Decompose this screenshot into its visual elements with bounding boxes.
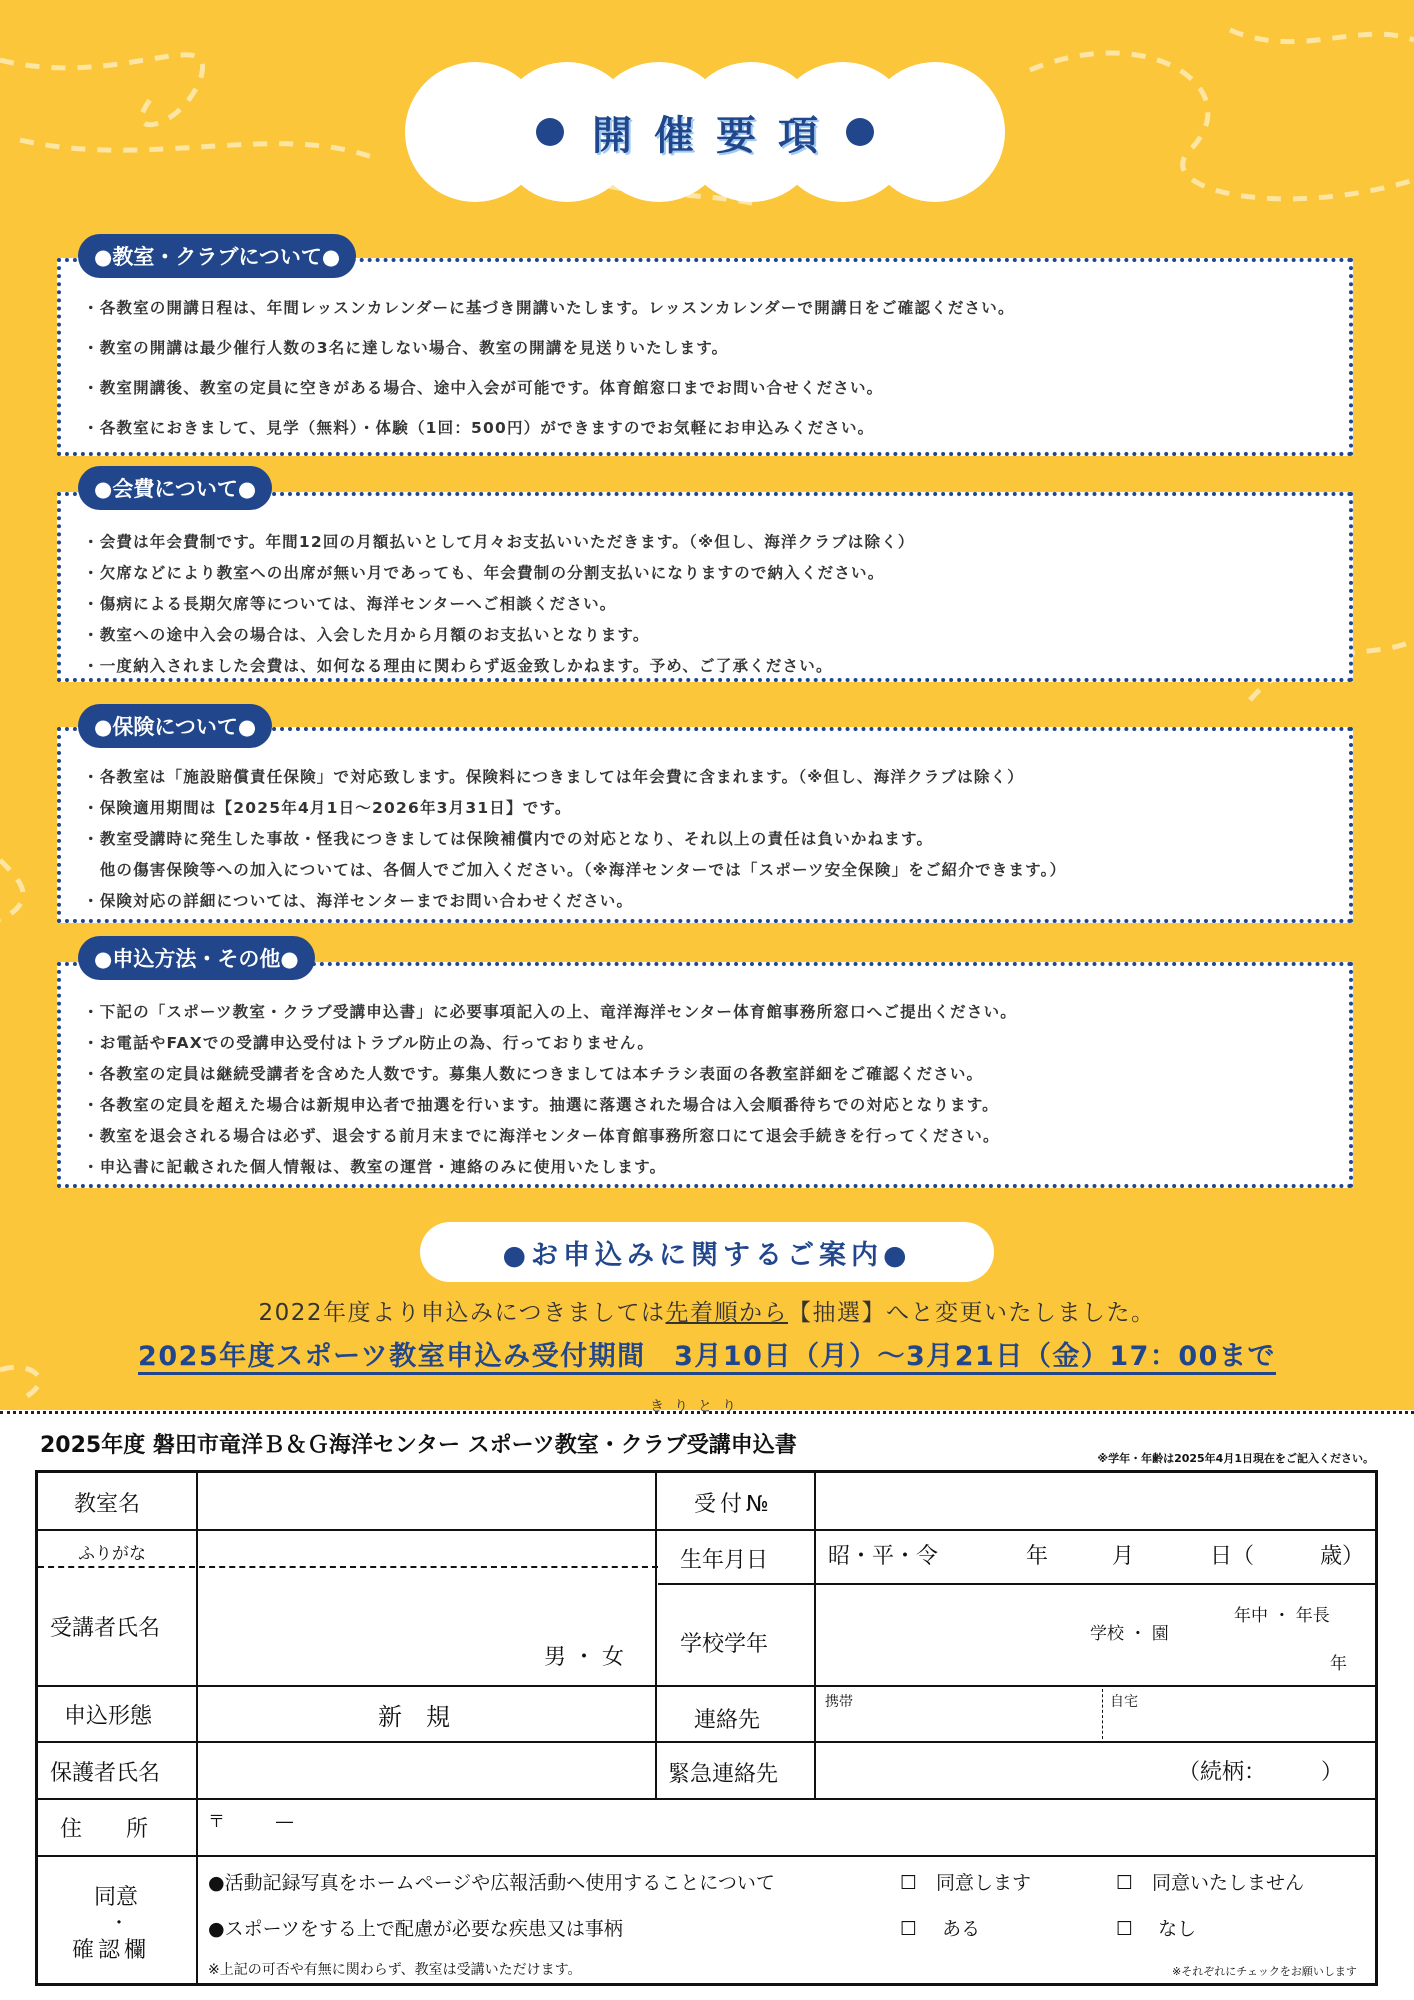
section-line: ・教室を退会される場合は必ず、退会する前月末までに海洋センター体育館事務所窓口にて退会手続きを行ってください。 bbox=[83, 1127, 1000, 1145]
consent-health-yes[interactable]: ☐ ある bbox=[900, 1918, 981, 1940]
section-box-application bbox=[57, 962, 1353, 1188]
school-kind: 学校 ・ 園 bbox=[1090, 1624, 1169, 1644]
school-label: 学校学年 bbox=[680, 1632, 769, 1657]
birth-age-unit: 歳） bbox=[1320, 1544, 1365, 1569]
page-title-text: 開催要項 bbox=[592, 112, 840, 159]
consent-question-health: ●スポーツをする上で配慮が必要な疾患又は事柄 bbox=[208, 1918, 623, 1940]
section-line: ・会費は年会費制です。年間12回の月額払いとして月々お支払いいただきます。（※但し、海洋クラブは除く） bbox=[83, 533, 915, 551]
grade-unit: 年 bbox=[1330, 1654, 1347, 1674]
announce-change-note: 2022年度より申込みにつきましては先着順から【抽選】へと変更いたしました。 bbox=[258, 1300, 1156, 1326]
section-line: ・保険対応の詳細については、海洋センターまでお問い合わせください。 bbox=[83, 892, 634, 910]
section-box-fees bbox=[57, 492, 1353, 682]
consent-photo-disagree[interactable]: ☐ 同意いたしません bbox=[1116, 1872, 1305, 1894]
mobile-label: 携帯 bbox=[825, 1694, 853, 1710]
consent-label-1: 同意 bbox=[94, 1885, 139, 1910]
section-label-classroom: ●教室・クラブについて● bbox=[78, 234, 356, 278]
section-line: ・各教室の開講日程は、年間レッスンカレンダーに基づき開講いたします。レッスンカレンダーで開講日をご確認ください。 bbox=[83, 299, 1015, 317]
consent-note: ※上記の可否や有無に関わらず、教室は受講いただけます。 bbox=[208, 1962, 582, 1978]
consent-question-photo: ●活動記録写真をホームページや広報活動へ使用することについて bbox=[208, 1872, 775, 1894]
section-line: ・教室への途中入会の場合は、入会した月から月額のお支払いとなります。 bbox=[83, 626, 650, 644]
section-line: ・教室の開講は最少催行人数の3名に達しない場合、教室の開講を見送りいたします。 bbox=[83, 339, 729, 357]
section-line: ・下記の「スポーツ教室・クラブ受講申込書」に必要事項記入の上、竜洋海洋センター体育館事務所窓口へご提出ください。 bbox=[83, 1003, 1017, 1021]
section-line: ・欠席などにより教室への出席が無い月であっても、年会費制の分割支払いになりますので納入ください。 bbox=[83, 564, 885, 582]
check-note: ※それぞれにチェックをお願いします bbox=[1172, 1965, 1357, 1978]
section-label-application: ●申込方法・その他● bbox=[78, 936, 315, 980]
section-line: ・教室受講時に発生した事故・怪我につきましては保険補償内での対応となり、それ以上の責任は負いかねます。 bbox=[83, 830, 934, 848]
bullet-dot-icon bbox=[846, 118, 874, 146]
section-label-insurance: ●保険について● bbox=[78, 704, 272, 748]
section-line: ・各教室は「施設賠償責任保険」で対応致します。保険料につきましては年会費に含まれます。（※但し、海洋クラブは除く） bbox=[83, 768, 1024, 786]
section-line: ・傷病による長期欠席等については、海洋センターへご相談ください。 bbox=[83, 595, 617, 613]
kinder-options: 年中 ・ 年長 bbox=[1234, 1606, 1330, 1626]
section-line: ・各教室におきまして、見学（無料）・体験（1回：500円）ができますのでお気軽にお申込みください。 bbox=[83, 419, 875, 437]
home-label: 自宅 bbox=[1110, 1694, 1138, 1710]
gender-options: 男 ・ 女 bbox=[544, 1645, 624, 1670]
section-line: ・一度納入されました会費は、如何なる理由に関わらず返金致しかねます。予め、ご了承ください。 bbox=[83, 657, 833, 675]
name-label: 受講者氏名 bbox=[50, 1616, 161, 1641]
section-box-insurance bbox=[57, 727, 1353, 923]
relation-field: （続柄： ） bbox=[1178, 1760, 1344, 1785]
consent-label-2: ・ bbox=[110, 1913, 128, 1934]
section-line: ・各教室の定員は継続受講者を含めた人数です。募集人数につきましては本チラシ表面の各教室詳細をご確認ください。 bbox=[83, 1065, 984, 1083]
form-title: 2025年度 磐田市竜洋Ｂ＆Ｇ海洋センター スポーツ教室・クラブ受講申込書 bbox=[40, 1433, 797, 1458]
section-box-classroom bbox=[57, 258, 1353, 456]
classroom-label: 教室名 bbox=[74, 1492, 141, 1517]
birth-year-unit: 年 bbox=[1026, 1544, 1049, 1569]
reception-no-label: 受付№ bbox=[694, 1492, 773, 1517]
birth-day-unit: 日（ bbox=[1210, 1544, 1255, 1569]
consent-label-3: 確認欄 bbox=[72, 1938, 151, 1963]
apply-type-value: 新 規 bbox=[378, 1703, 450, 1731]
application-form bbox=[35, 1470, 1378, 1986]
cut-label: きりとり bbox=[650, 1399, 746, 1415]
birth-era: 昭・平・令 bbox=[828, 1544, 939, 1569]
consent-photo-agree[interactable]: ☐ 同意します bbox=[900, 1872, 1032, 1894]
furigana-label: ふりがな bbox=[78, 1544, 146, 1564]
form-note: ※学年・年齢は2025年4月1日現在をご記入ください。 bbox=[1097, 1452, 1374, 1465]
announce-title: ●お申込みに関するご案内● bbox=[502, 1239, 912, 1271]
section-label-fees: ●会費について● bbox=[78, 466, 272, 510]
emergency-label: 緊急連絡先 bbox=[668, 1762, 779, 1787]
announce-heading bbox=[420, 1222, 994, 1282]
postal-mark: 〒 ― bbox=[208, 1812, 293, 1832]
section-line: 他の傷害保険等への加入については、各個人でご加入ください。（※海洋センターでは「スポーツ安全保険」をご紹介できます。） bbox=[83, 861, 1067, 879]
guardian-label: 保護者氏名 bbox=[50, 1761, 161, 1786]
consent-health-no[interactable]: ☐ なし bbox=[1116, 1918, 1197, 1940]
announce-period: 2025年度スポーツ教室申込み受付期間 3月10日（月）～3月21日（金）17：00まで bbox=[0, 1334, 1414, 1373]
section-line: ・教室開講後、教室の定員に空きがある場合、途中入会が可能です。体育館窓口までお問い合せください。 bbox=[83, 379, 884, 397]
section-line: ・各教室の定員を超えた場合は新規申込者で抽選を行います。抽選に落選された場合は入会順番待ちでの対応となります。 bbox=[83, 1096, 999, 1114]
apply-type-label: 申込形態 bbox=[64, 1704, 153, 1729]
address-label: 住 所 bbox=[60, 1817, 149, 1842]
section-line: ・申込書に記載された個人情報は、教室の運営・連絡のみに使用いたします。 bbox=[83, 1158, 667, 1176]
section-line: ・お電話やFAXでの受講申込受付はトラブル防止の為、行っておりません。 bbox=[83, 1034, 655, 1052]
birth-month-unit: 月 bbox=[1112, 1544, 1135, 1569]
bullet-dot-icon bbox=[536, 118, 564, 146]
birthdate-label: 生年月日 bbox=[680, 1548, 769, 1573]
contact-label: 連絡先 bbox=[694, 1708, 761, 1733]
section-line: ・保険適用期間は【2025年4月1日～2026年3月31日】です。 bbox=[83, 799, 572, 817]
page-title bbox=[405, 62, 1005, 202]
